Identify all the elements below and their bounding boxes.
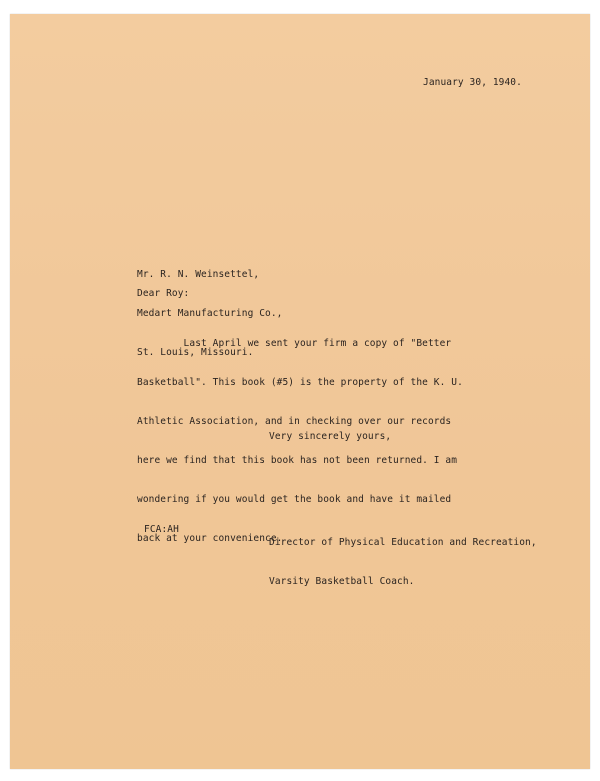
reference-initials: FCA:AH — [144, 524, 179, 535]
address-line: Medart Manufacturing Co., — [137, 308, 283, 319]
letter-page — [10, 14, 590, 769]
address-line: Mr. R. N. Weinsettel, — [137, 269, 260, 280]
body-line: Last April we sent your firm a copy of "Better — [137, 338, 452, 349]
complimentary-close: Very sincerely yours, — [269, 431, 392, 442]
letter-date: January 30, 1940. — [423, 77, 522, 88]
signature-title: Director of Physical Education and Recreation, — [269, 537, 537, 548]
address-line: St. Louis, Missouri. — [137, 347, 254, 358]
body-line: wondering if you would get the book and have it mailed — [137, 494, 452, 505]
body-line: back at your convenience. — [137, 533, 283, 544]
signature-title: Varsity Basketball Coach. — [269, 576, 415, 587]
signature-block — [269, 510, 537, 614]
salutation: Dear Roy: — [137, 288, 190, 299]
body-line: Athletic Association, and in checking over our records — [137, 416, 452, 427]
body-line: Basketball". This book (#5) is the property of the K. U. — [137, 377, 463, 388]
body-line: here we find that this book has not been returned. I am — [137, 455, 458, 466]
